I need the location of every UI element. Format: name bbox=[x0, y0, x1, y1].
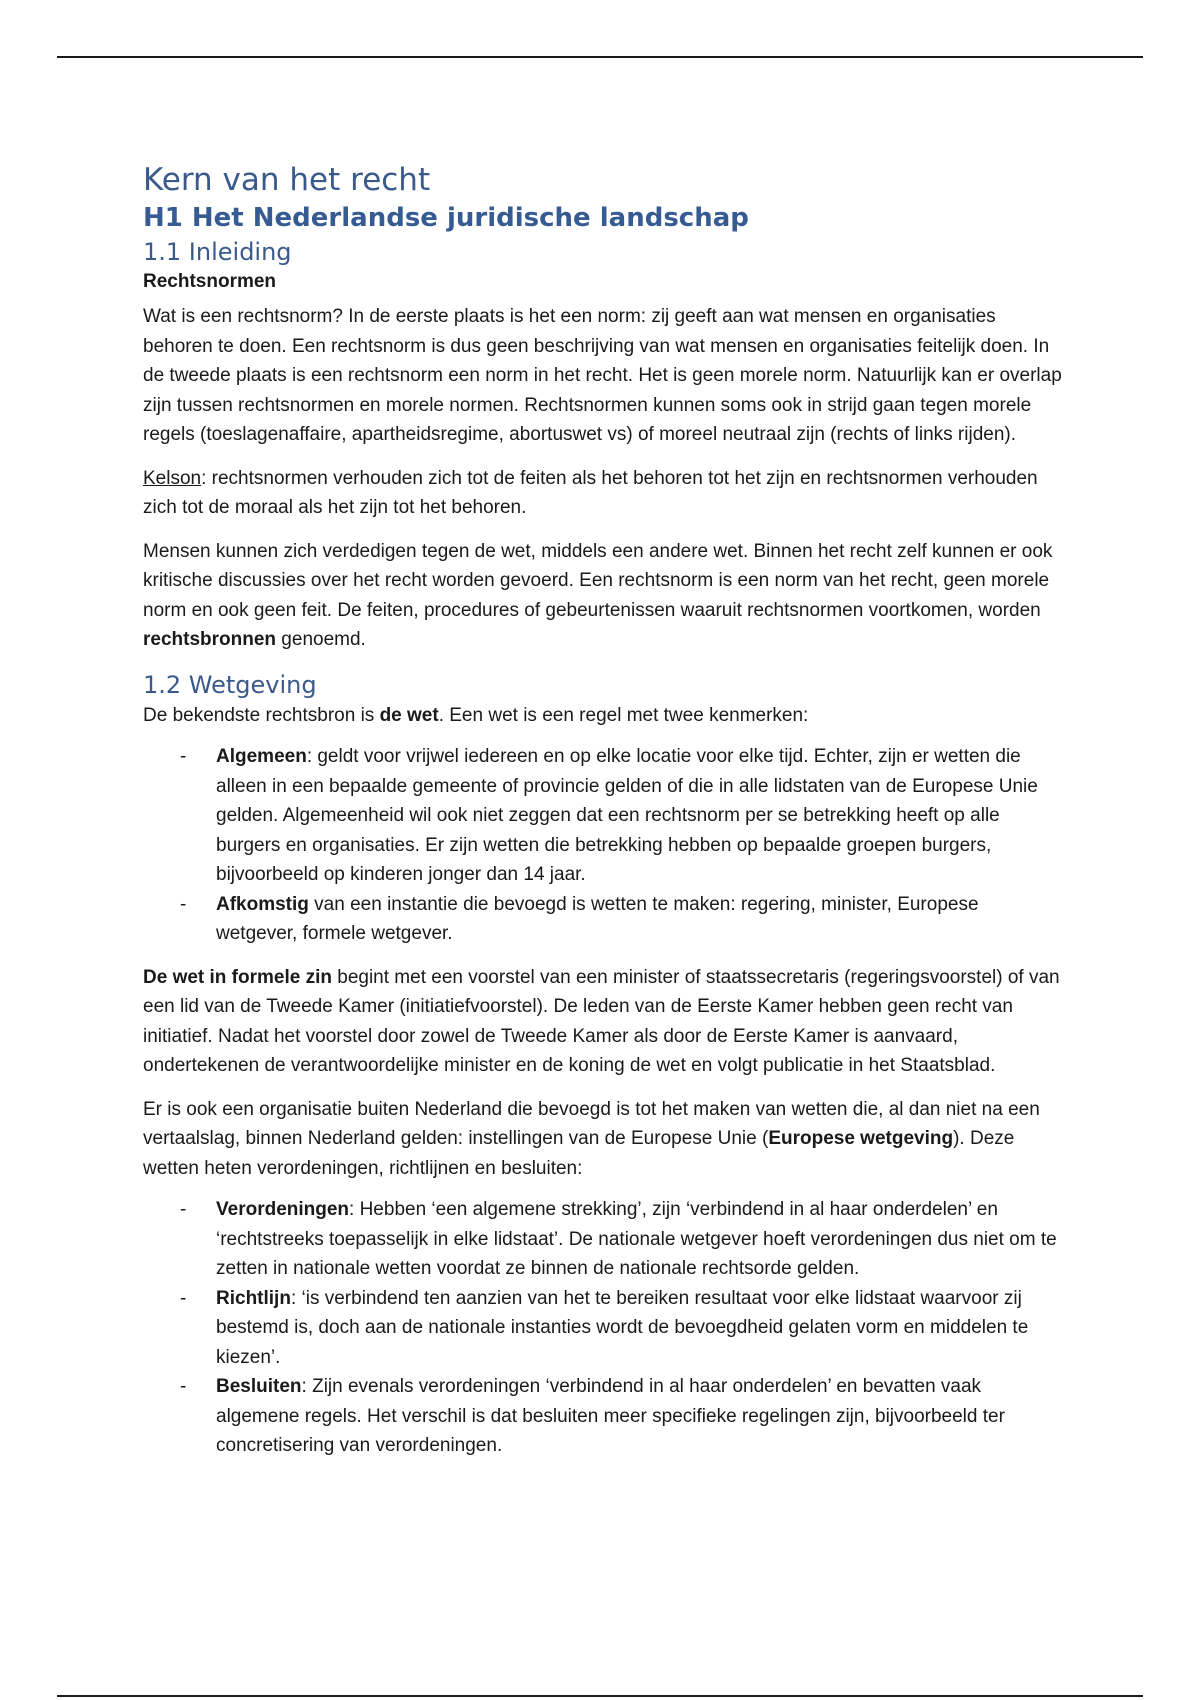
section-wetgeving bbox=[143, 669, 1063, 1461]
list-item bbox=[143, 1195, 1063, 1284]
paragraph-rechtsnorm-definition: Wat is een rechtsnorm? In de eerste plaats is het een norm: zij geeft aan wat mensen en organisaties behoren te doen. Een rechtsnorm is dus geen beschrijving van wat mensen en organisaties feitelijk doen. In de tweede plaats is een rechtsnorm een norm in het recht. Het is geen morele norm. Natuurlijk kan er overlap zijn tussen rechtsnormen en morele normen. Rechtsnormen kunnen soms ook in strijd gaan tegen morele regels (toeslagenaffaire, apartheidsregime, abortuswet vs) of moreel neutraal zijn (rechts of links rijden). bbox=[143, 306, 1062, 445]
document-title: Kern van het recht bbox=[143, 162, 431, 198]
paragraph-wet-intro bbox=[143, 701, 1063, 731]
eu-term: Europese wetgeving bbox=[768, 1128, 954, 1149]
wet-intro-end: . Een wet is een regel met twee kenmerken: bbox=[438, 704, 809, 726]
rechtsbronnen-text: Mensen kunnen zich verdedigen tegen de wet, middels een andere wet. Binnen het recht zelf kunnen er ook kritische discussies over het recht worden gevoerd. Een rechtsnorm is een norm van het recht, geen morele norm en ook geen feit. De feiten, procedures of gebeurtenissen waaruit rechtsnormen voortkomen, worden bbox=[143, 540, 1053, 621]
formele-wet-term: De wet in formele zin bbox=[143, 966, 332, 988]
wet-intro-text: De bekendste rechtsbron is bbox=[143, 704, 380, 726]
feature-term: Algemeen bbox=[216, 746, 307, 767]
feature-term: Afkomstig bbox=[216, 893, 309, 915]
rechtsbronnen-end: genoemd. bbox=[276, 629, 366, 650]
dash-marker: - bbox=[180, 1199, 187, 1220]
header-rule bbox=[57, 56, 1143, 58]
eu-text: Er is ook een organisatie buiten Nederland die bevoegd is tot het maken van wetten die, al dan niet na een vertaalslag, binnen Nederland gelden: instellingen van de Europese Unie ( bbox=[143, 1098, 1040, 1149]
eu-types-list bbox=[143, 1195, 1063, 1461]
paragraph-formele-wet bbox=[143, 963, 1063, 1081]
list-item bbox=[143, 890, 1063, 949]
list-item bbox=[143, 1372, 1063, 1461]
eu-end: ). Deze wetten heten verordeningen, richtlijnen en besluiten: bbox=[143, 1128, 1015, 1179]
subheading-rechtsnormen: Rechtsnormen bbox=[143, 271, 277, 292]
paragraph-kelson bbox=[143, 464, 1063, 523]
chapter-heading: H1 Het Nederlandse juridische landschap bbox=[143, 203, 749, 233]
eu-type-term: Besluiten bbox=[216, 1376, 302, 1397]
dash-marker: - bbox=[180, 893, 187, 915]
eu-type-text: : Hebben ‘een algemene strekking’, zijn ‘verbindend in al haar onderdelen’ en ‘rechtstreeks toepasselijk in elke lidstaat’. De nationale wetgever hoeft verordeningen dus niet om te zetten in nationale wetten voordat ze binnen de nationale rechtsorde gelden. bbox=[216, 1199, 1057, 1279]
feature-text: van een instantie die bevoegd is wetten te maken: regering, minister, Europese wetgever, formele wetgever. bbox=[216, 893, 979, 944]
section-heading: 1.2 Wetgeving bbox=[143, 670, 317, 699]
eu-type-text: : Zijn evenals verordeningen ‘verbindend in al haar onderdelen’ en bevatten vaak algemene regels. Het verschil is dat besluiten meer specifieke regelingen zijn, bijvoorbeeld ter concretisering van verordeningen. bbox=[216, 1376, 1005, 1456]
paragraph-rechtsbronnen bbox=[143, 537, 1063, 655]
list-item bbox=[143, 742, 1063, 890]
dash-marker: - bbox=[180, 1287, 187, 1309]
dash-marker: - bbox=[180, 1376, 187, 1397]
footer-rule bbox=[57, 1695, 1143, 1697]
paragraph-europese-wetgeving bbox=[143, 1095, 1063, 1184]
rechtsbronnen-term: rechtsbronnen bbox=[143, 629, 277, 650]
eu-type-term: Richtlijn bbox=[216, 1287, 291, 1309]
eu-type-text: : ‘is verbindend ten aanzien van het te bereiken resultaat voor elke lidstaat waarvoor zij bestemd is, doch aan de nationale instanties wordt de bevoegdheid gelaten vorm en middelen te kiezen’. bbox=[216, 1287, 1029, 1368]
eu-type-term: Verordeningen bbox=[216, 1199, 350, 1220]
wet-features-list bbox=[143, 742, 1063, 949]
dash-marker: - bbox=[180, 746, 187, 767]
document-page bbox=[143, 160, 1063, 1475]
kelson-label: Kelson bbox=[143, 467, 202, 489]
section-heading: 1.1 Inleiding bbox=[143, 238, 292, 266]
section-inleiding bbox=[143, 236, 1063, 655]
wet-intro-term: de wet bbox=[379, 704, 439, 726]
formele-wet-text: begint met een voorstel van een minister of staatssecretaris (regeringsvoorstel) of van een lid van de Tweede Kamer (initiatiefvoorstel). De leden van de Eerste Kamer hebben geen recht van initiatief. Nadat het voorstel door zowel de Tweede Kamer als door de Eerste Kamer is aanvaard, ondertekenen de verantwoordelijke minister en de koning de wet en volgt publicatie in het Staatsblad. bbox=[143, 966, 1060, 1076]
feature-text: : geldt voor vrijwel iedereen en op elke locatie voor elke tijd. Echter, zijn er wetten die alleen in een bepaalde gemeente of provincie gelden of die in alle lidstaten van de Europese Unie gelden. Algemeenheid wil ook niet zeggen dat een rechtsnorm per se betrekking heeft op alle burgers en organisaties. Er zijn wetten die betrekking hebben op bepaalde groepen burgers, bijvoorbeeld op kinderen jonger dan 14 jaar. bbox=[216, 746, 1038, 885]
list-item bbox=[143, 1284, 1063, 1373]
kelson-text: : rechtsnormen verhouden zich tot de feiten als het behoren tot het zijn en rechtsnormen verhouden zich tot de moraal als het zijn tot het behoren. bbox=[143, 467, 1038, 518]
